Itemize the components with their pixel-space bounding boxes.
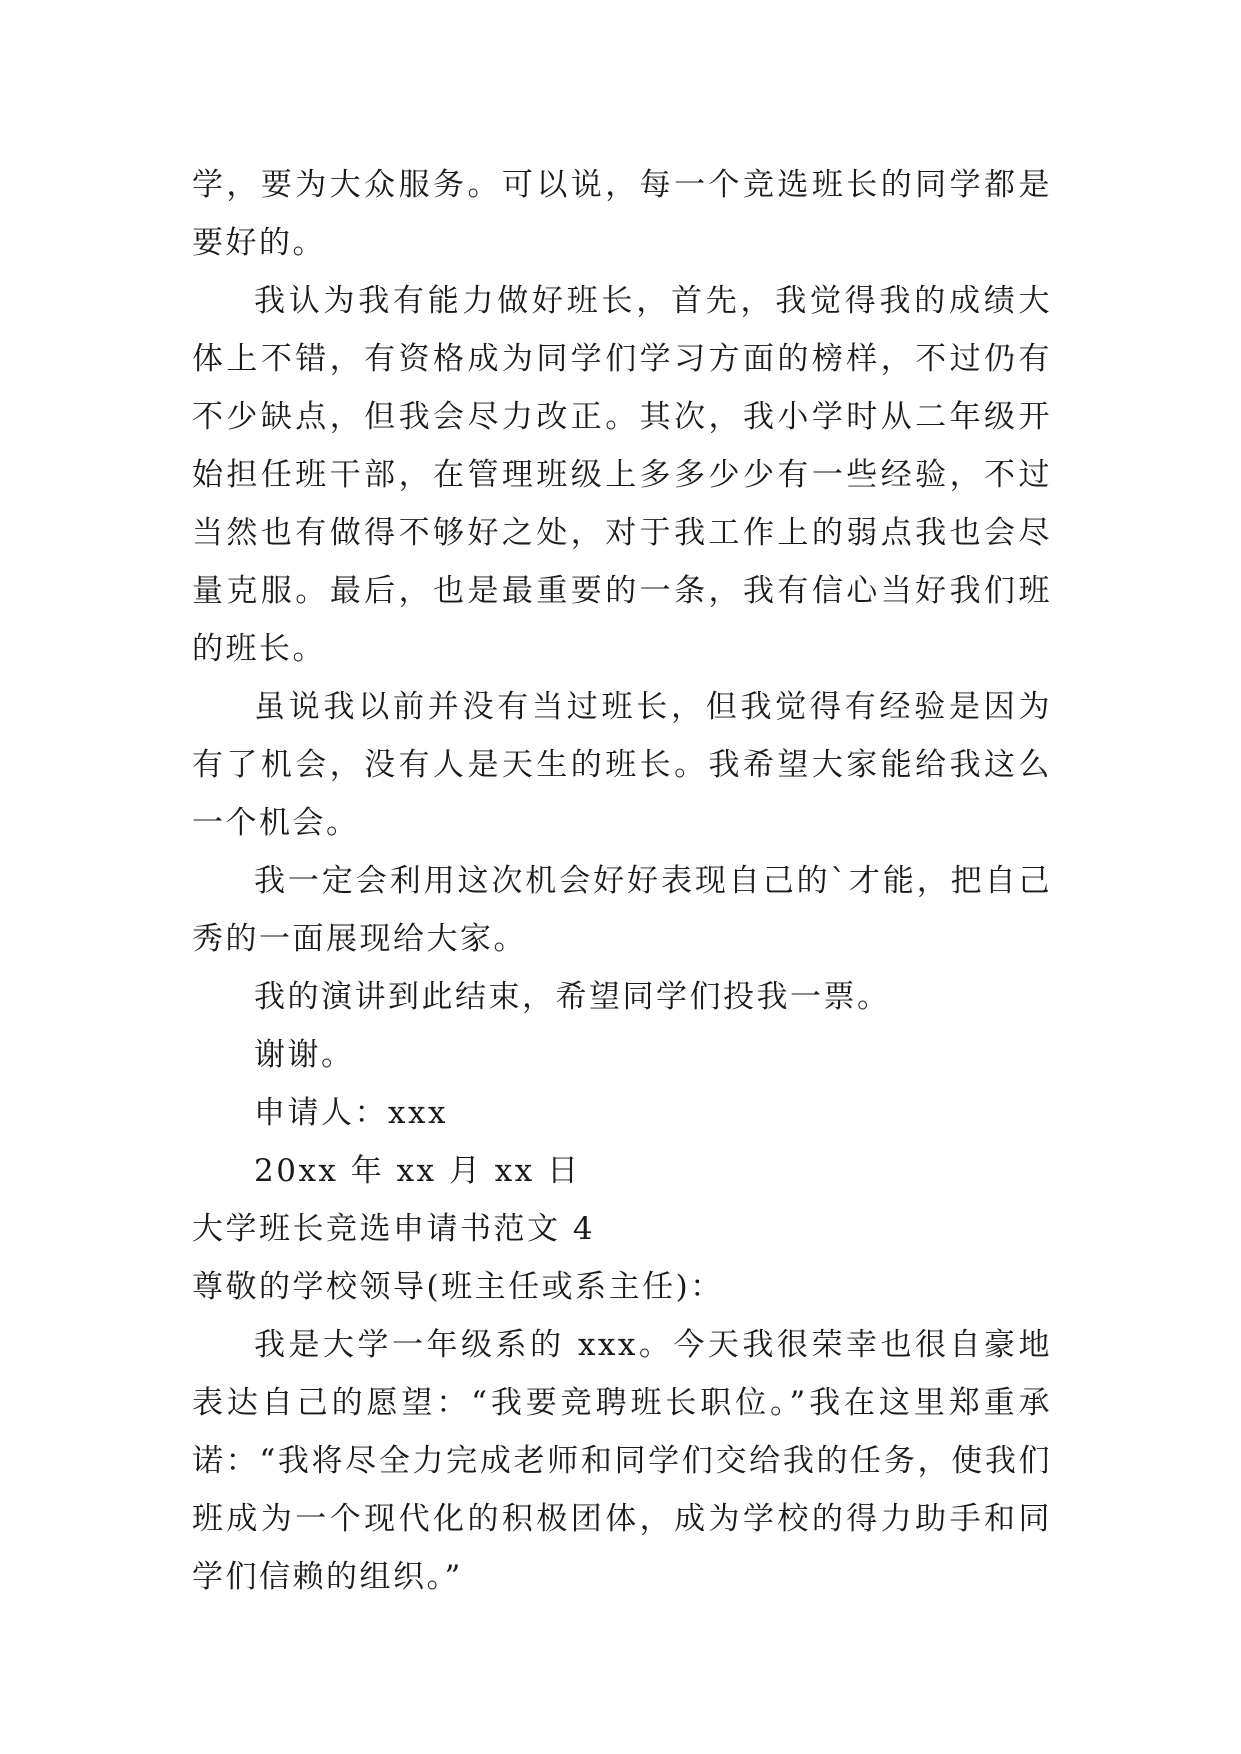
document-body	[192, 156, 1052, 1606]
section-title: 大学班长竞选申请书范文 4	[192, 1211, 596, 1247]
applicant-signature: 申请人：xxx	[254, 1095, 448, 1131]
paragraph-closing: 我的演讲到此结束，希望同学们投我一票。	[254, 979, 891, 1015]
paragraph-opportunity: 我一定会利用这次机会好好表现自己的`才能，把自己秀的一面展现给大家。	[192, 863, 1052, 957]
paragraph-experience: 虽说我以前并没有当过班长，但我觉得有经验是因为有了机会，没有人是天生的班长。我希望大家能给我这么一个机会。	[192, 689, 1052, 841]
paragraph-introduction: 我是大学一年级系的 xxx。今天我很荣幸也很自豪地表达自己的愿望：“我要竞聘班长职位。”我在这里郑重承诺：“我将尽全力完成老师和同学们交给我的任务，使我们班成为一个现代化的积极团体，成为学校的得力助手和同学们信赖的组织。”	[192, 1327, 1052, 1595]
paragraph-continuation: 学，要为大众服务。可以说，每一个竞选班长的同学都是要好的。	[192, 167, 1052, 261]
paragraph-thanks: 谢谢。	[254, 1037, 355, 1073]
salutation: 尊敬的学校领导(班主任或系主任)：	[192, 1269, 724, 1305]
paragraph-ability: 我认为我有能力做好班长，首先，我觉得我的成绩大体上不错，有资格成为同学们学习方面的榜样，不过仍有不少缺点，但我会尽力改正。其次，我小学时从二年级开始担任班干部，在管理班级上多多少少有一些经验，不过当然也有做得不够好之处，对于我工作上的弱点我也会尽量克服。最后，也是最重要的一条，我有信心当好我们班的班长。	[192, 283, 1052, 667]
signature-date: 20xx 年 xx 月 xx 日	[254, 1153, 581, 1189]
